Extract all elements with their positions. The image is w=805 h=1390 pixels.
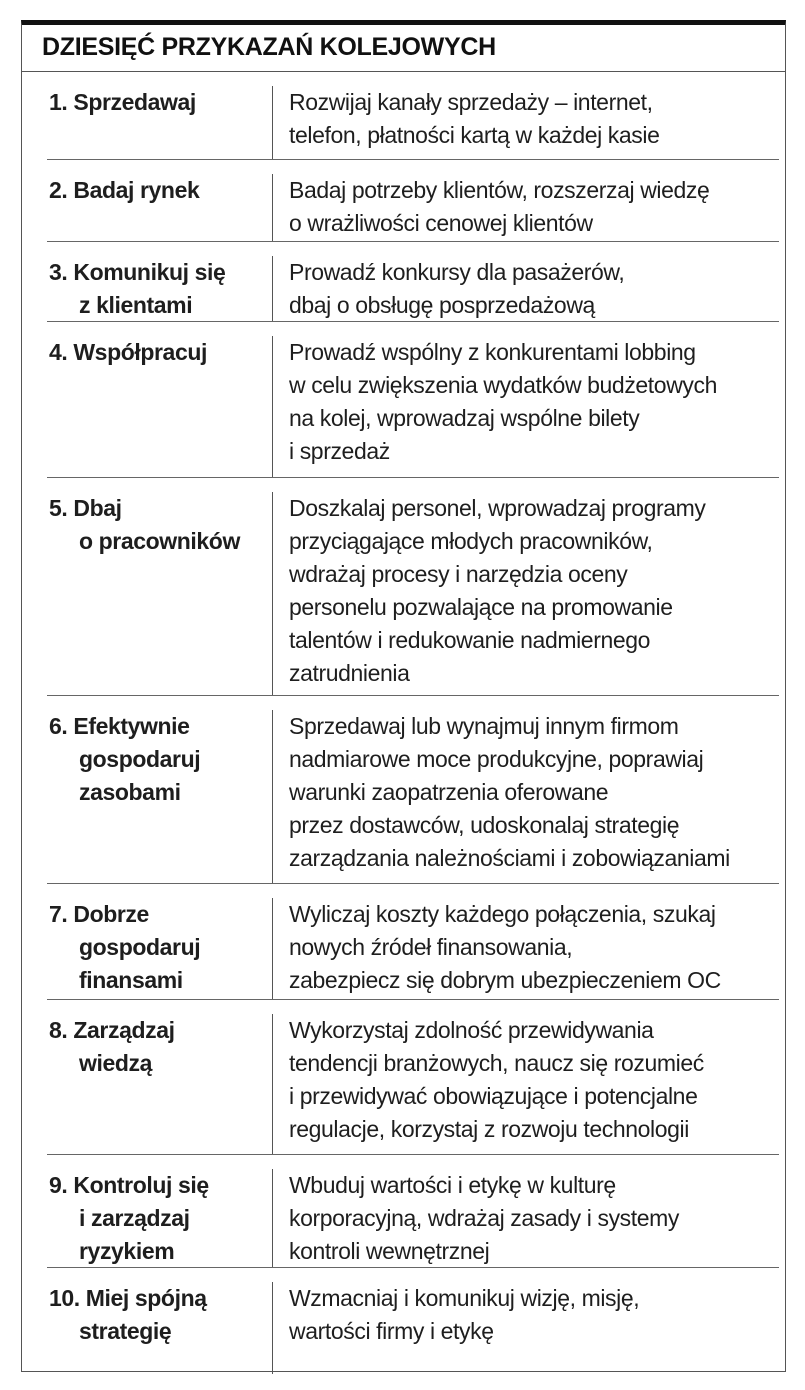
commandment-description bbox=[289, 1282, 639, 1348]
commandment-name-line: 5. Dbaj bbox=[49, 495, 122, 521]
commandment-description-line: wdrażaj procesy i narzędzia oceny bbox=[289, 561, 628, 587]
commandment-description bbox=[289, 1169, 679, 1268]
commandment-description-line: w celu zwiększenia wydatków budżetowych bbox=[289, 372, 717, 398]
table-row bbox=[22, 696, 785, 884]
commandment-description bbox=[289, 174, 709, 240]
table-title: DZIESIĘĆ PRZYKAZAŃ KOLEJOWYCH bbox=[22, 25, 785, 72]
commandment-name-line: z klientami bbox=[79, 292, 193, 318]
commandment-description-line: Prowadź wspólny z konkurentami lobbing bbox=[289, 339, 696, 365]
table-row bbox=[22, 322, 785, 478]
commandment-description-line: talentów i redukowanie nadmiernego bbox=[289, 627, 651, 653]
commandment-name-line: o pracowników bbox=[79, 528, 240, 554]
commandment-description bbox=[289, 1014, 704, 1146]
table-row bbox=[22, 72, 785, 160]
commandment-description-line: Wbuduj wartości i etykę w kulturę bbox=[289, 1172, 616, 1198]
commandment-description bbox=[289, 256, 624, 322]
column-divider bbox=[272, 1014, 273, 1155]
commandment-description-line: przyciągające młodych pracowników, bbox=[289, 528, 653, 554]
column-divider bbox=[272, 336, 273, 478]
table-row bbox=[22, 242, 785, 322]
commandment-name-line: zasobami bbox=[79, 779, 181, 805]
commandment-description-line: nadmiarowe moce produkcyjne, poprawiaj bbox=[289, 746, 704, 772]
commandment-name-line: wiedzą bbox=[79, 1050, 153, 1076]
column-divider bbox=[272, 898, 273, 1000]
commandment-name-line: 1. Sprzedawaj bbox=[49, 89, 196, 115]
commandment-name-line: 3. Komunikuj się bbox=[49, 259, 226, 285]
commandment-description-line: zabezpiecz się dobrym ubezpieczeniem OC bbox=[289, 967, 721, 993]
commandment-name-line: 6. Efektywnie bbox=[49, 713, 190, 739]
commandment-description-line: Sprzedawaj lub wynajmuj innym firmom bbox=[289, 713, 679, 739]
commandment-name bbox=[49, 492, 269, 558]
commandment-description bbox=[289, 492, 705, 690]
column-divider bbox=[272, 1169, 273, 1268]
commandment-name bbox=[49, 1169, 269, 1268]
commandment-name bbox=[49, 1014, 269, 1080]
commandment-name bbox=[49, 336, 269, 369]
commandment-description-line: Wzmacniaj i komunikuj wizję, misję, bbox=[289, 1285, 640, 1311]
commandment-description-line: Wyliczaj koszty każdego połączenia, szukaj bbox=[289, 901, 716, 927]
table-row bbox=[22, 160, 785, 242]
commandment-description-line: Wykorzystaj zdolność przewidywania bbox=[289, 1017, 654, 1043]
commandment-name bbox=[49, 710, 269, 809]
table-row bbox=[22, 1000, 785, 1155]
commandment-description-line: korporacyjną, wdrażaj zasady i systemy bbox=[289, 1205, 680, 1231]
commandment-description-line: dbaj o obsługę posprzedażową bbox=[289, 292, 595, 318]
commandment-description-line: Doszkalaj personel, wprowadzaj programy bbox=[289, 495, 706, 521]
commandment-name-line: 7. Dobrze bbox=[49, 901, 149, 927]
column-divider bbox=[272, 86, 273, 160]
commandment-name bbox=[49, 174, 269, 207]
commandment-description-line: personelu pozwalające na promowanie bbox=[289, 594, 673, 620]
commandment-description-line: wartości firmy i etykę bbox=[289, 1318, 494, 1344]
column-divider bbox=[272, 174, 273, 242]
commandment-name-line: 2. Badaj rynek bbox=[49, 177, 200, 203]
commandment-name-line: 9. Kontroluj się bbox=[49, 1172, 209, 1198]
commandment-name-line: 8. Zarządzaj bbox=[49, 1017, 175, 1043]
commandment-name bbox=[49, 1282, 269, 1348]
commandment-name bbox=[49, 256, 269, 322]
table-row bbox=[22, 1155, 785, 1268]
commandment-description-line: regulacje, korzystaj z rozwoju technologii bbox=[289, 1116, 689, 1142]
commandment-name-line: 4. Współpracuj bbox=[49, 339, 207, 365]
column-divider bbox=[272, 492, 273, 696]
commandment-description-line: Rozwijaj kanały sprzedaży – internet, bbox=[289, 89, 653, 115]
commandments-table bbox=[21, 20, 786, 1372]
commandment-description-line: tendencji branżowych, naucz się rozumieć bbox=[289, 1050, 704, 1076]
commandment-description-line: Prowadź konkursy dla pasażerów, bbox=[289, 259, 625, 285]
commandment-name bbox=[49, 898, 269, 997]
commandment-description-line: na kolej, wprowadzaj wspólne bilety bbox=[289, 405, 640, 431]
commandment-description-line: warunki zaopatrzenia oferowane bbox=[289, 779, 609, 805]
commandment-description-line: zarządzania należnościami i zobowiązaniami bbox=[289, 845, 730, 871]
commandment-description bbox=[289, 710, 730, 875]
commandment-name-line: ryzykiem bbox=[79, 1238, 175, 1264]
column-divider bbox=[272, 1282, 273, 1374]
commandment-name-line: finansami bbox=[79, 967, 183, 993]
commandment-description bbox=[289, 86, 660, 152]
commandment-name-line: strategię bbox=[79, 1318, 172, 1344]
table-row bbox=[22, 1268, 785, 1374]
commandment-description-line: kontroli wewnętrznej bbox=[289, 1238, 490, 1264]
commandment-description-line: przez dostawców, udoskonalaj strategię bbox=[289, 812, 680, 838]
commandment-description bbox=[289, 336, 717, 468]
commandment-name-line: i zarządzaj bbox=[79, 1205, 190, 1231]
table-row bbox=[22, 884, 785, 1000]
commandment-name-line: 10. Miej spójną bbox=[49, 1285, 207, 1311]
commandment-description-line: zatrudnienia bbox=[289, 660, 410, 686]
commandment-description-line: i sprzedaż bbox=[289, 438, 390, 464]
commandment-name bbox=[49, 86, 269, 119]
commandment-name-line: gospodaruj bbox=[79, 934, 201, 960]
column-divider bbox=[272, 710, 273, 884]
commandment-name-line: gospodaruj bbox=[79, 746, 201, 772]
column-divider bbox=[272, 256, 273, 322]
table-row bbox=[22, 478, 785, 696]
commandment-description bbox=[289, 898, 721, 997]
commandment-description-line: nowych źródeł finansowania, bbox=[289, 934, 573, 960]
commandment-description-line: Badaj potrzeby klientów, rozszerzaj wiedzę bbox=[289, 177, 710, 203]
commandment-description-line: o wrażliwości cenowej klientów bbox=[289, 210, 593, 236]
commandment-description-line: i przewidywać obowiązujące i potencjalne bbox=[289, 1083, 698, 1109]
commandment-description-line: telefon, płatności kartą w każdej kasie bbox=[289, 122, 660, 148]
